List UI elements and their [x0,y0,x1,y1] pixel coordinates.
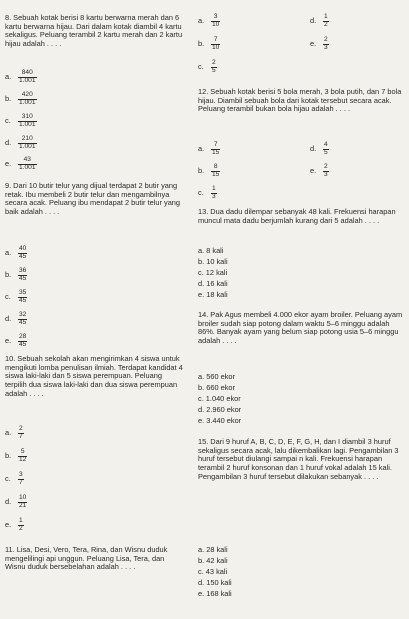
option-15a[interactable]: a. 28 kali [198,545,228,554]
option-13e[interactable]: e. 18 kali [198,290,228,299]
option-13a[interactable]: a. 8 kali [198,246,224,255]
option-10a[interactable]: a. $\frac{2}{7}$ [5,425,23,440]
option-10e[interactable]: e. $\frac{1}{2}$ [5,517,23,532]
question-12 [198,88,403,114]
option-9d[interactable]: d. $\frac{32}{45}$ [5,311,27,326]
question-number: 9. [5,181,12,190]
option-12e[interactable]: e. $\frac{2}{3}$ [310,163,328,178]
option-9b[interactable]: b. $\frac{36}{45}$ [5,267,27,282]
option-d[interactable]: d. $\frac{1}{2}$ [310,13,328,28]
option-8c[interactable]: c. $\frac{310}{1.001}$ [5,113,36,128]
question-number: 12. [198,87,209,96]
option-12d[interactable]: d. $\frac{4}{5}$ [310,141,328,156]
option-12a[interactable]: a. $\frac{7}{15}$ [198,141,220,156]
option-e[interactable]: e. $\frac{2}{3}$ [310,36,328,51]
question-number: 10. [5,354,16,363]
question-15 [198,438,403,482]
question-stem: Dari 9 huruf A, B, C, D, E, F, G, H, dan I diambil 3 huruf sekaligus secara acak, lalu dikembalikan lagi. Pengambilan 3 huruf tersebut diulangi sampai n kali. Frekuensi harapan terambil 2 huruf konsonan dan 1 huruf vokal adalah 15 kali. Pengambilan 3 huruf tersebut dilakukan sebanyak . . . . [198,437,399,481]
option-8d[interactable]: d. $\frac{210}{1.001}$ [5,135,36,150]
question-number: 14. [198,310,209,319]
option-13b[interactable]: b. 10 kali [198,257,228,266]
question-11 [5,546,183,572]
question-13 [198,208,403,225]
question-10 [5,355,185,399]
question-14 [198,311,403,346]
question-stem: Dua dadu dilempar sebanyak 48 kali. Frekuensi harapan muncul mata dadu berjumlah kurang dari 5 adalah . . . . [198,207,396,225]
question-stem: Sebuah kotak berisi 5 bola merah, 3 bola putih, dan 7 bola hijau. Diambil sebuah bola dari kotak tersebut secara acak. Peluang terambil bukan bola hijau adalah . . . . [198,87,402,114]
option-15b[interactable]: b. 42 kali [198,556,228,565]
question-9 [5,182,185,217]
option-14e[interactable]: e. 3.440 ekor [198,416,242,425]
option-12b[interactable]: b. $\frac{8}{15}$ [198,163,220,178]
option-14a[interactable]: a. 560 ekor [198,372,235,381]
option-8a[interactable]: a. $\frac{840}{1.001}$ [5,69,36,84]
option-8e[interactable]: e. $\frac{43}{1.001}$ [5,156,36,171]
question-stem: Dari 10 butir telur yang dijual terdapat 2 butir yang retak. Ibu membeli 2 butir telur dan mengambilnya secara acak. Peluang ibu mendapat 2 butir telur yang baik adalah . . . . [5,181,181,217]
option-15c[interactable]: c. 43 kali [198,567,228,576]
option-12c[interactable]: c. $\frac{1}{3}$ [198,185,216,200]
option-10c[interactable]: c. $\frac{3}{7}$ [5,471,23,486]
question-8 [5,14,185,49]
question-number: 11. [5,545,15,554]
option-15d[interactable]: d. 150 kali [198,578,232,587]
option-10d[interactable]: d. $\frac{10}{21}$ [5,494,27,509]
option-14d[interactable]: d. 2.960 ekor [198,405,242,414]
option-b[interactable]: b. $\frac{7}{10}$ [198,36,220,51]
option-9a[interactable]: a. $\frac{40}{45}$ [5,245,27,260]
option-14b[interactable]: b. 660 ekor [198,383,235,392]
question-number: 15. [198,437,209,446]
option-13c[interactable]: c. 12 kali [198,268,228,277]
option-15e[interactable]: e. 168 kali [198,589,232,598]
option-13d[interactable]: d. 16 kali [198,279,228,288]
option-8b[interactable]: b. $\frac{420}{1.001}$ [5,91,36,106]
option-9c[interactable]: c. $\frac{35}{45}$ [5,289,27,304]
option-14c[interactable]: c. 1.040 ekor [198,394,241,403]
question-number: 8. [5,13,12,22]
option-9e[interactable]: e. $\frac{28}{45}$ [5,333,27,348]
option-c[interactable]: c. $\frac{2}{5}$ [198,59,216,74]
question-stem: Pak Agus membeli 4.000 ekor ayam broiler. Peluang ayam broiler sudah siap potong dalam waktu 5–6 minggu adalah 86%. Banyak ayam yang belum siap potong usia 5–6 minggu adalah . . . . [198,310,403,346]
option-10b[interactable]: b. $\frac{5}{12}$ [5,448,27,463]
question-number: 13. [198,207,209,216]
question-stem: Sebuah sekolah akan mengirimkan 4 siswa untuk mengikuti lomba penulisan ilmiah. Terdapat kandidat 4 siswa laki-laki dan 5 siswa perempuan. Peluang terpilih dua siswa laki-laki dan dua siswa perempuan adalah . . . . [5,354,183,398]
question-stem: Lisa, Desi, Vero, Tera, Rina, dan Wisnu duduk mengelilingi api unggun. Peluang Lisa, Tera, dan Wisnu duduk bersebelahan adalah . . . . [5,545,168,572]
option-a[interactable]: a. $\frac{3}{10}$ [198,13,220,28]
question-stem: Sebuah kotak berisi 8 kartu berwarna merah dan 6 kartu berwarna hijau. Dari dalam kotak diambil 4 kartu sekaligus. Peluang terambil 2 kartu merah dan 2 kartu hijau adalah . . . . [5,13,183,49]
